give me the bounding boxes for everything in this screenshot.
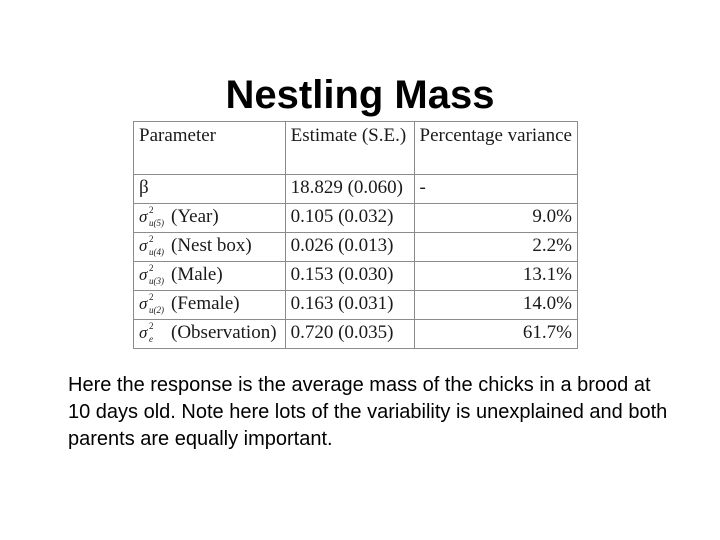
header-estimate: Estimate (S.E.) [285, 122, 414, 175]
parameter-label: (Female) [171, 293, 240, 314]
parameter-table [133, 121, 578, 349]
parameter-label: (Male) [171, 264, 223, 285]
table-header-row [134, 122, 578, 175]
parameter-cell [134, 291, 286, 320]
parameter-label: (Observation) [171, 322, 277, 343]
table-row-beta [134, 175, 578, 204]
estimate-cell: 0.153 (0.030) [285, 262, 414, 291]
percent-cell: 9.0% [414, 204, 577, 233]
slide-title: Nestling Mass [225, 72, 495, 117]
percent-cell: 61.7% [414, 320, 577, 349]
estimate-cell: 0.720 (0.035) [285, 320, 414, 349]
variance-symbol: σ 2 u(2) [139, 291, 164, 315]
header-percentage-variance: Percentage variance [414, 122, 577, 175]
variance-symbol: σ 2 e [139, 320, 154, 344]
percent-cell: 13.1% [414, 262, 577, 291]
percent-cell: 14.0% [414, 291, 577, 320]
variance-symbol: σ 2 u(3) [139, 262, 164, 286]
parameter-cell [134, 204, 286, 233]
variance-symbol: σ 2 u(5) [139, 204, 164, 228]
parameter-cell [134, 233, 286, 262]
percent-cell: - [414, 175, 577, 204]
table-row-observation [134, 320, 578, 349]
variance-symbol: σ 2 u(4) [139, 233, 164, 257]
estimate-cell: 18.829 (0.060) [285, 175, 414, 204]
estimate-cell: 0.026 (0.013) [285, 233, 414, 262]
table-row-male [134, 262, 578, 291]
parameter-cell [134, 175, 286, 204]
table-row-nest-box [134, 233, 578, 262]
body-text: Here the response is the average mass of the chicks in a brood at 10 days old. Note here lots of the variability is unexplained and both parents are equally important. [68, 374, 668, 450]
parameter-cell [134, 262, 286, 291]
parameter-label: (Year) [171, 206, 219, 227]
percent-cell: 2.2% [414, 233, 577, 262]
estimate-cell: 0.105 (0.032) [285, 204, 414, 233]
table-row-female [134, 291, 578, 320]
parameter-cell [134, 320, 286, 349]
beta-symbol: β [139, 177, 149, 198]
estimate-cell: 0.163 (0.031) [285, 291, 414, 320]
header-parameter: Parameter [134, 122, 286, 175]
parameter-label: (Nest box) [171, 235, 252, 256]
table-row-year [134, 204, 578, 233]
